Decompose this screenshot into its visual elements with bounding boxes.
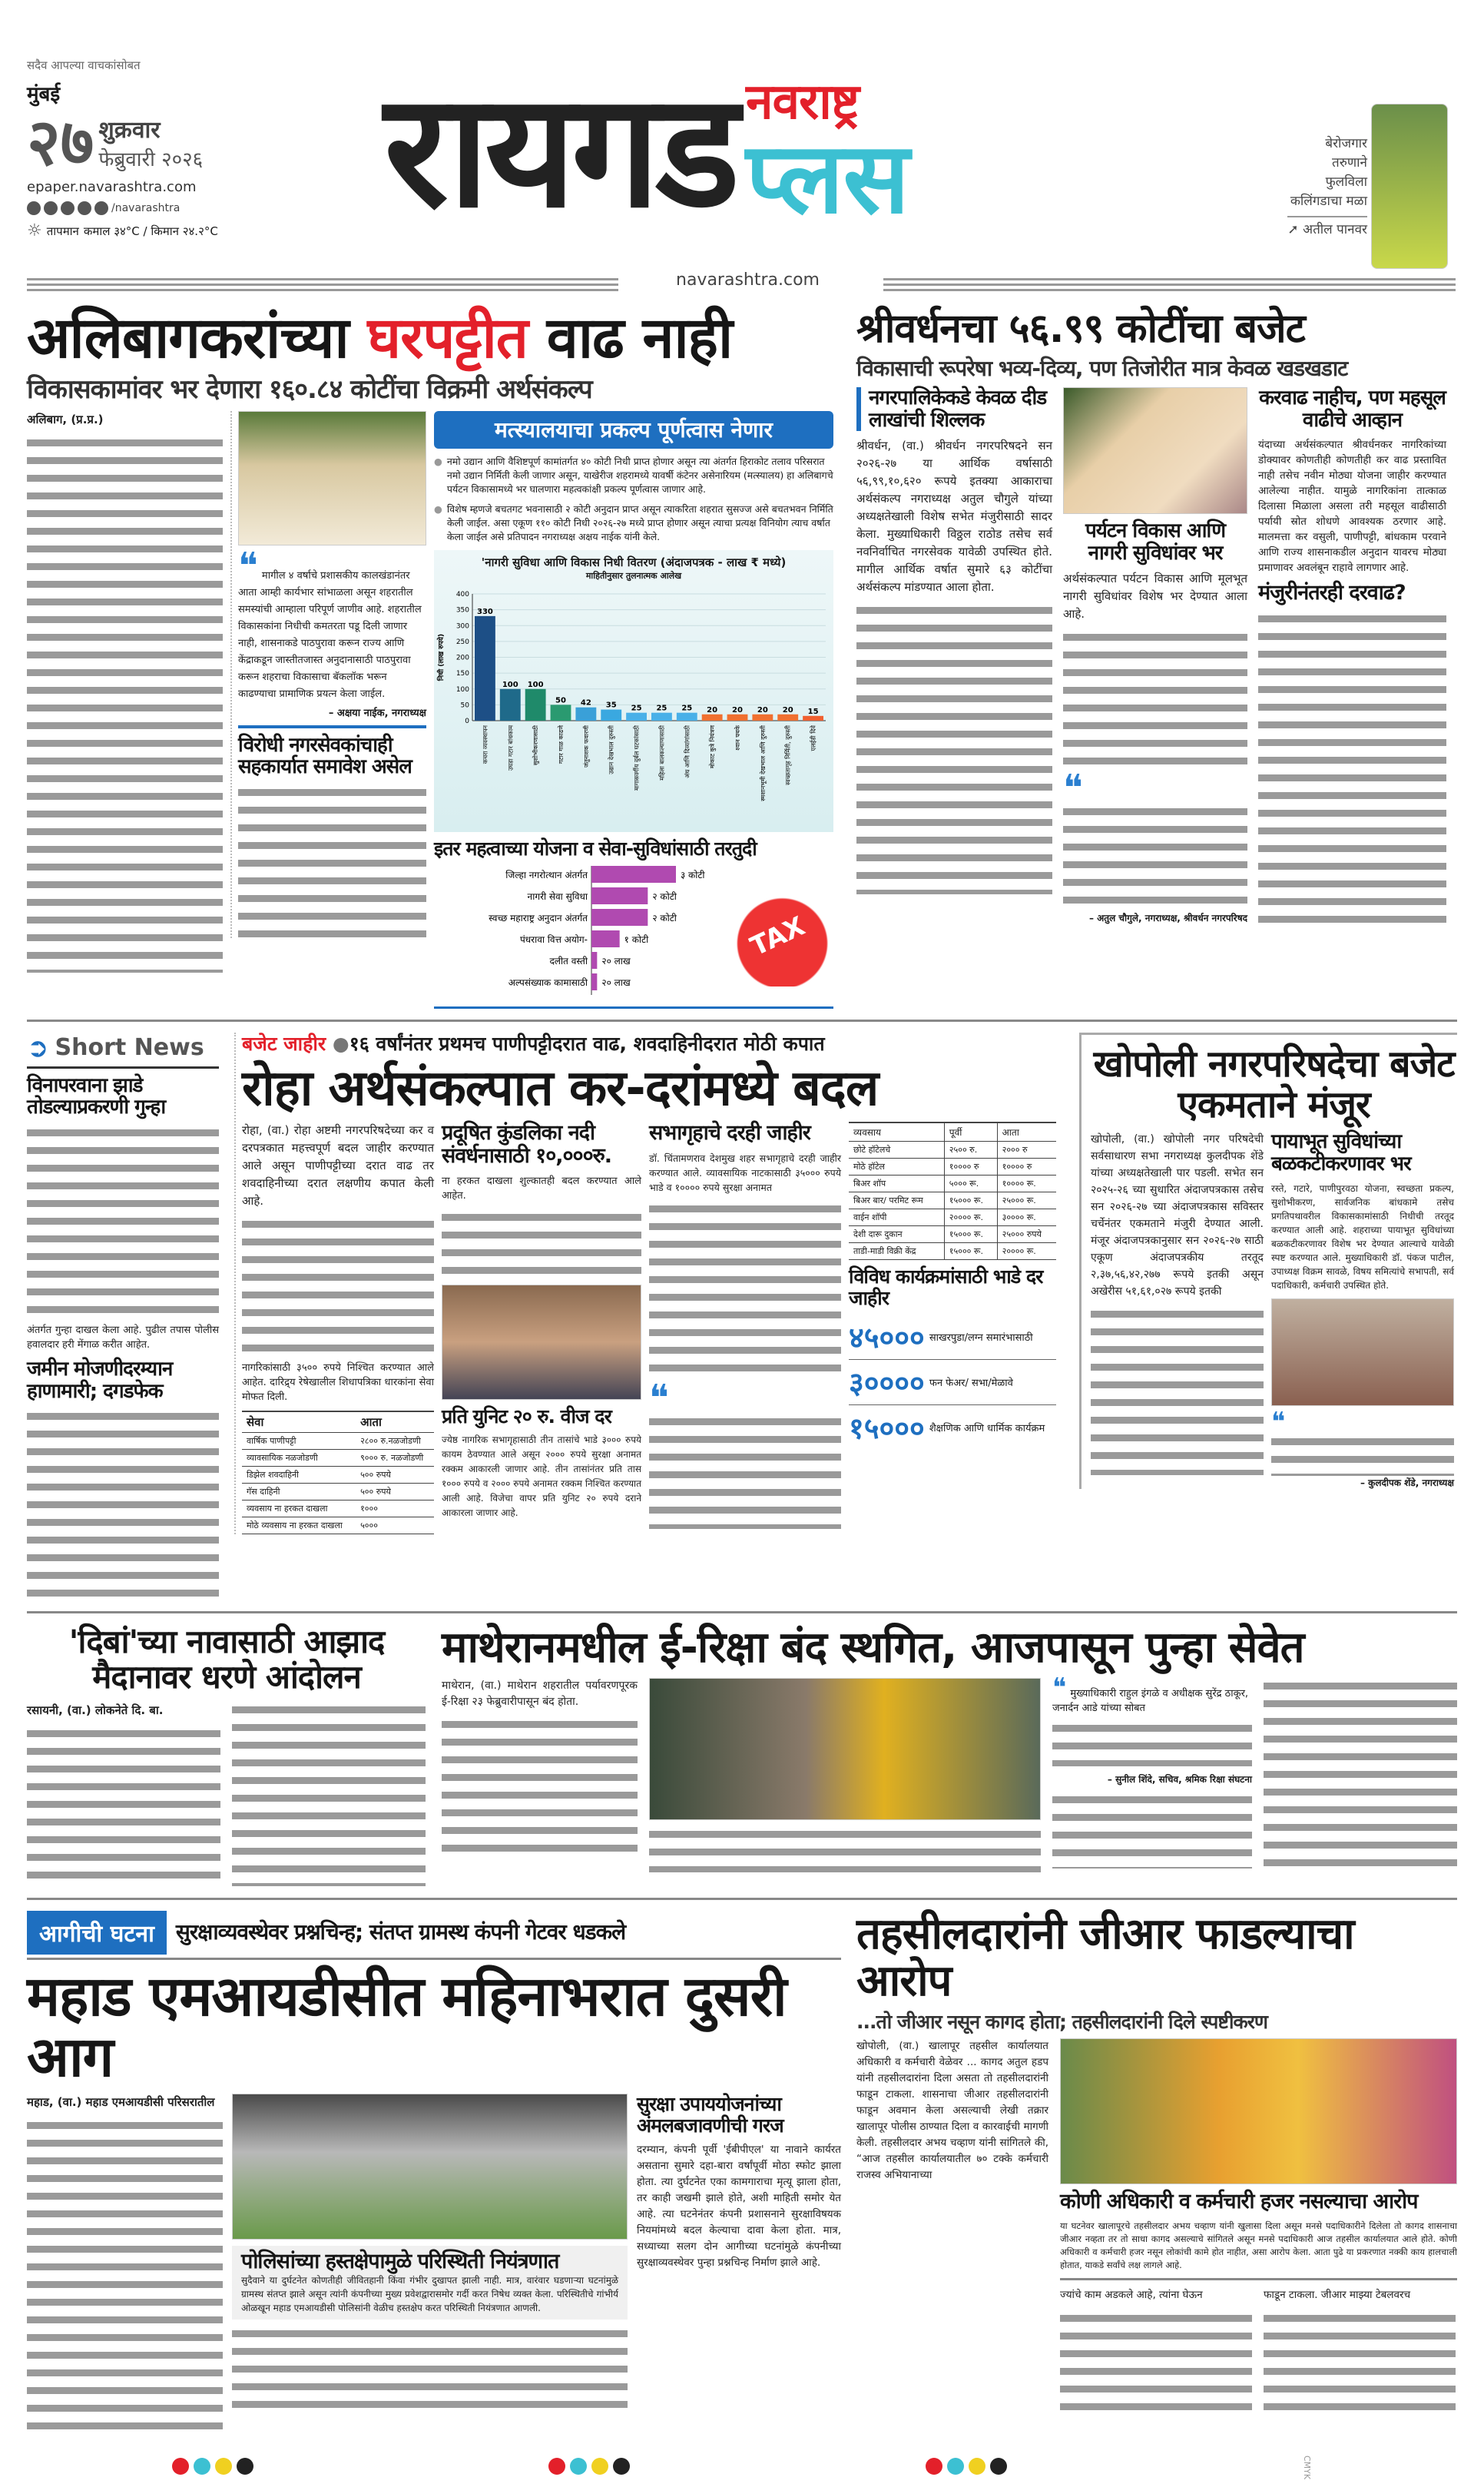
x-tick-label: एलईडी दिवे: [810, 725, 817, 751]
power-title: प्रति युनिट २० रु. वीज दर: [442, 1404, 611, 1428]
month-year: फेब्रुवारी २०२६: [98, 148, 204, 171]
social-handle: /navarashtra: [111, 202, 181, 214]
table-row: बिअर शॉप ५००० रू. १०००० रू.: [849, 1176, 1056, 1192]
bar: [591, 866, 676, 883]
table-row: मोठे हॉटेल १०००० रु १०००० रु: [849, 1159, 1056, 1176]
quote-icon: ❝: [1063, 767, 1083, 811]
shrivardhan-subheadline: विकासाची रूपरेषा भव्य-दिव्य, पण तिजोरीत मात्र केवळ खडखडाट: [856, 356, 1348, 382]
event-rate: ३०००० फन फेअर/ सभा/मेळावे: [849, 1360, 1056, 1405]
bar: [575, 708, 596, 721]
x-tick-label: उद्यान देखभाल दुरुस्ती: [608, 725, 615, 775]
rates-table: व्यवसाय पूर्वी आता छोटे हॉटेलचे २५०० रु. २००० रु मोठे हॉटेल १०००० रु १०००० रु बिअर शॉप ५००० रू. १०००० रू. बिअर बार/ परमिट रूम १५००० रू. २५००० रू. वाईन शॉपी २०००० रू. ३०००० रू. देशी दारू दुकान १५००० रू. २५००० रुपये ताडी-माडी विक्री केंद्र १५००० रू. २०००० रू.: [849, 1122, 1056, 1260]
data-label: 20: [707, 706, 718, 715]
chart-subtitle: माहितीनुसार तुलनात्मक आलेख: [585, 571, 682, 582]
data-label: 20: [782, 706, 793, 715]
y-tick-label: 200: [455, 654, 469, 662]
alibag-quote: ❝ मागील ४ वर्षाचे प्रशासकीय कालखंडानंतर आता आम्ही कार्यभार सांभाळला असून शहरातील समस्यांची आम्हाला परिपूर्ण जाणीव आहे. शहरातील विकासकांना निधीची कमतरता पडू दिली जाणार नाही, शासनाकडे पाठपुरावा करून राज्य आणि केंद्राकडून जास्तीतजास्त अनुदानासाठी पाठपुरावा करून शहराचा विकासाचा बॅकलॉक भरून काढण्याचा प्रामाणिक प्रयत्न केला जाईल. – अक्षया नाईक, नगराध्यक्ष: [238, 544, 426, 719]
date-day: २७: [27, 104, 94, 180]
table-row: डिझेल शवदाहिनी ५०० रुपये: [242, 1467, 434, 1484]
khopoli-sub: पायाभूत सुविधांच्या बळकटीकरणावर भर: [1271, 1130, 1411, 1176]
bullet-item: ● विशेष म्हणजे बचतगट भवनासाठी २ कोटी अनुदान प्राप्त असून त्याकरिता शहरात सुसज्ज असे बचतभवन निर्मिति केली जाईल. असा एकूण ११० कोटी निधी २०२६-२७ मध्ये प्राप्त होणार असून त्याचा प्रत्यक्ष विनियोग त्याच वर्षात केला जाईल असे प्रतिपादन नगराध्यक्ष अक्षय नाईक यांनी केले.: [434, 503, 833, 543]
matheran-dateline: माथेरान, (वा.) माथेरान शहरातील पर्यावरणपूरक ई-रिक्षा २३ फेब्रुवारीपासून बंद होता.: [442, 1679, 638, 1708]
promo-line: तरुणाने: [1332, 155, 1367, 171]
hall-title: सभागृहाचे दरही जाहीर: [649, 1121, 810, 1146]
y-axis-label: निधी (लाख रुपये): [438, 634, 446, 681]
masthead-left: [27, 58, 334, 240]
row-budget: [27, 307, 1457, 1009]
data-label: 42: [580, 699, 591, 708]
table-row: मोठे व्यवसाय ना हरकत दाखला ५०००: [242, 1517, 434, 1534]
value-label: २ कोटी: [652, 890, 677, 902]
value-label: २० लाख: [601, 955, 631, 967]
bar: [777, 715, 798, 721]
tax-bag-icon: TAX: [734, 879, 830, 987]
y-tick-label: 350: [455, 607, 469, 615]
matheran-headline: माथेरानमधील ई-रिक्षा बंद स्थगित, आजपासून पुन्हा सेवेत: [442, 1623, 1304, 1673]
linkedin-icon[interactable]: [94, 201, 108, 215]
row-fire: आगीची घटना सुरक्षाव्यवस्थेवर प्रश्नचिन्ह; संतप्त ग्रामस्थ कंपनी गेटवर धडकले महाड एमआयडीसीत महिनाभरात दुसरी आग महाड, (वा.) महाड एमआयडीसी परिसरातील पोलिसांच्या हस्तक्षेपामुळे परिस्थिती नियंत्रणात सुदैवाने या दुर्घटनेत कोणतीही जीवितहानी किंवा गंभीर दुखापत झाली नाही. मात्र, वारंवार घडणाऱ्या घटनांमुळे ग्रामस्थ संतप्त झाले असून त्यांनी कंपनीच्या मुख्य प्रवेशद्वारासमोर गर्दी करत निषेध व्यक्त केला. परिस्थितीचे गांभीर्य ओळखून महाड एमआयडीसी पोलिसांनी वेळीच हस्तक्षेप करत परिस्थिती नियंत्रणात आणली. सुरक्षा उपाययोजनांच्या अंमलबजावणीची गरज दरम्यान, कंपनी पूर्वी 'ईबीपीएल' या नावाने कार्यरत असताना सुमारे दहा-बारा वर्षांपूर्वी मोठा स्फोट झाला होता. त्या दुर्घटनेत एका कामगाराचा मृत्यू झाला होता, तर काही जखमी झाले होते, अशी माहिती समोर येत आहे. त्या घटनेनंतर कंपनी प्रशासनाने सुरक्षाविषयक नियमांमध्ये बदल केल्याचा दावा केला होता. मात्र, सध्याच्या सलग दोन आगीच्या घटनांमुळे कंपनीच्या सुरक्षाव्यवस्थेवर पुन्हा प्रश्नचिन्ह निर्माण झाले आहे. तहसीलदारांनी जीआर फाडल्याचा आरोप ...तो जीआर नसून कागद होता; तहसीलदारांनी दिले स्पष्टीकरण खोपोली, (वा.) खालापूर तहसील कार्यालयात अधिकारी व कर्मचारी वेळेवर ... कागद अतुल हडप यांनी तहसीलदारांना दिला असता तो तहसीलदारांनी फाडून टाकला. शासनाचा जीआर तहसीलदारांनी फाडून अवमान केला असल्याची लेखी तक्रार खालापूर पोलीस ठाण्यात दिला व कारवाईची मागणी केली. तहसीलदार अभय चव्हाण यांनी सांगितले की, “आज तहसील कार्यालयातील ७० टक्के कर्मचारी राजस्व अभियानाच्या कोणी अधिकारी व कर्मचारी हजर नसल्याचा आरोप या घटनेवर खालापूरचे तहसीलदार अभय चव्हाण यांनी खुलासा दिला असून मनसे पदाधिकारीने दिलेला तो कागद शासनाचा जीआर नव्हता तर तो साधा कागद असल्याचे सांगितले असून मनसे पदाधिकारी आज तहसील कार्यालयात आले होते. कोणी अधिकारी व कर्मचारी हजर नसून लोकांची कामे होत नाहीत, असा आरोप केला. आता पुढे या प्रकरणात नक्की काय हालचाली होतात, याकडे सर्वांचे लक्ष लागले आहे. ज्यांचे काम अडकले आहे, त्यांना घेऊन फाडून टाकला. जीआर माझ्या टेबलवरच: [27, 1911, 1457, 2440]
article-text: [1063, 629, 1247, 768]
data-label: 100: [502, 681, 518, 690]
short-news-title: विनापरवाना झाडे तोडल्याप्रकरणी गुन्हा: [27, 1073, 166, 1119]
x-icon[interactable]: [61, 201, 75, 215]
youtube-icon[interactable]: [78, 201, 91, 215]
shrivardhan-body: श्रीवर्धन, (वा.) श्रीवर्धन नगरपरिषदने सन २०२६-२७ या आर्थिक वर्षासाठी ५६,९९,१०,६२० रूपये इतक्या आकाराचा अर्थसंकल्प नगराध्यक्ष अतुल चौगुले यांच्या अध्यक्षतेखाली विशेष सभेत मंजुरीसाठी सादर केला. मुख्याधिकारी विठ्ठल राठोड तसेच सर्व नवनिर्वाचित नगरसेवक यावेळी उपस्थित होते. मागील आर्थिक वर्षात सुमारे ६३ कोटींचा अर्थसंकल्प मांडण्यात आला होता.: [856, 439, 1052, 595]
weekday: शुक्रवार: [98, 116, 161, 144]
e-rickshaw-photo: [649, 1678, 1041, 1820]
bar: [677, 713, 697, 721]
category-label: जिल्हा नगरोत्थान अंतर्गत: [505, 869, 588, 880]
data-label: 15: [807, 708, 819, 717]
table-row: बिअर बार/ परमिट रूम १५००० रू. २५००० रू.: [849, 1192, 1056, 1209]
quote-icon: ❝: [1052, 1672, 1067, 1703]
promo-line: बेरोजगार: [1325, 136, 1367, 151]
promo-line: कलिंगडाचा मळा: [1290, 194, 1367, 209]
meeting-photo: [442, 1285, 641, 1400]
chart-title: 'नागरी सुविधा आणि विकास निधी वितरण (अंदाजपत्रक - लाख ₹ मध्ये): [481, 555, 787, 570]
bar: [525, 689, 546, 721]
city: मुंबई: [27, 83, 61, 106]
bar: [475, 616, 495, 721]
newspaper-title: रायगड: [384, 60, 735, 243]
weather-icon: ☼: [27, 221, 42, 240]
promo-line: फुलविला: [1325, 174, 1367, 190]
events-title: विविध कार्यक्रमांसाठी भाडे दर जाहीर: [849, 1265, 1043, 1309]
bar: [727, 715, 748, 721]
promo-photo: [1371, 104, 1448, 269]
roha-body: रोहा, (वा.) रोहा अष्टमी नगरपरिषदेच्या कर व दरपत्रकात महत्त्वपूर्ण बदल जाहीर करण्यात आले असून पाणीपट्टीच्या दरात वाढ तर शवदाहिनीच्या दरात लक्षणीय कपात केली आहे.: [242, 1123, 434, 1209]
registration-marks: [926, 2458, 1012, 2478]
short-news: ➲ Short News विनापरवाना झाडे तोडल्याप्रकरणी गुन्हा अंतर्गत गुन्हा दाखल केला आहे. पुढील तपास पोलीस हवालदार हरी मेंगाळ करीत आहेत. जमीन मोजणीदरम्यान हाणामारी; दगडफेक: [27, 1033, 219, 1600]
x-tick-label: गटार गाळ काढणे: [558, 725, 565, 764]
value-label: ३ कोटी: [681, 869, 705, 880]
x-tick-label: मागासवर्गीय दुर्बल घटकांसाठी: [633, 725, 641, 791]
website[interactable]: navarashtra.com: [676, 270, 820, 290]
bar: [601, 710, 621, 721]
row-matheran: [27, 1624, 1457, 1886]
tahsil-subheadline: ...तो जीआर नसून कागद होता; तहसीलदारांनी दिले स्पष्टीकरण: [856, 2010, 1267, 2033]
khopoli-headline: खोपोली नगरपरिषदेचा बजेट एकमताने मंजूर: [1093, 1042, 1455, 1126]
bar: [803, 716, 823, 721]
value-label: २ कोटी: [652, 912, 677, 924]
x-tick-label: अंध आणि दिव्यांगांसाठी: [684, 725, 691, 779]
x-tick-label: श्वान पथके: [734, 725, 741, 751]
shrivardhan-mid-title: पर्यटन विकास आणि नागरी सुविधांवर भर: [1085, 519, 1226, 565]
chart-plot: [434, 582, 833, 827]
registration-marks: [548, 2458, 634, 2478]
bar: [551, 705, 571, 721]
tahsil-photo-title: कोणी अधिकारी व कर्मचारी हजर नसल्याचा आरोप: [1060, 2190, 1418, 2214]
bar: [591, 930, 620, 947]
alibag-photo: [238, 411, 426, 545]
fund-chart: [434, 550, 833, 832]
roha-quote: [649, 1376, 841, 1529]
x-tick-label: सुशोभीकरणासाठी: [532, 725, 540, 766]
protest-photo: [1060, 2038, 1457, 2184]
short-news-title: जमीन मोजणीदरम्यान हाणामारी; दगडफेक: [27, 1358, 173, 1403]
y-tick-label: 400: [455, 591, 469, 599]
matheran-quote: ❝ मुख्याधिकारी राहुल इंगळे व अधीक्षक सुरेंद्र ठाकूर, जनार्दन आडे यांच्या सोबत – सुनील शिंदे, सचिव, श्रमिक रिक्षा संघटना: [1052, 1678, 1252, 1869]
short-news-icon: ➲: [27, 1032, 49, 1063]
temperature: कमाल ३४°C / किमान २४.२°C: [83, 224, 218, 238]
table-row: छोटे हॉटेलचे २५०० रु. २००० रु: [849, 1142, 1056, 1159]
brand-plus: प्लस: [745, 121, 909, 236]
diba-headline: 'दिबां'च्या नावासाठी आझाद मैदानावर धरणे आंदोलन: [68, 1623, 385, 1696]
article-text: [1258, 611, 1446, 933]
river-title: प्रदूषित कुंडलिका नदी संवर्धनासाठी १०,०००रु.: [442, 1121, 612, 1168]
value-label: २० लाख: [601, 977, 631, 988]
article-text: [238, 784, 426, 938]
table-row: व्यवसाय ना हरकत दाखला १०००: [242, 1500, 434, 1517]
mahad-kicker: सुरक्षाव्यवस्थेवर प्रश्नचिन्ह; संतप्त ग्रामस्थ कंपनी गेटवर धडकले: [175, 1918, 626, 1945]
section-banner: मत्स्यालयाचा प्रकल्प पूर्णत्वास नेणार: [434, 411, 833, 449]
headline-highlight: घरपट्टीत: [367, 305, 528, 371]
masthead-logo: [384, 60, 909, 243]
tahsil-body: खोपोली, (वा.) खालापूर तहसील कार्यालयात अधिकारी व कर्मचारी वेळेवर ... कागद अतुल हडप यांनी तहसीलदारांना दिला असता तो तहसीलदारांनी फाडून टाकला. शासनाचा जीआर तहसीलदारांनी फाडून अवमान केला असल्याची लेखी तक्रार खालापूर पोलीस ठाण्यात दिला व कारवाईची मागणी केली. तहसीलदार अभय चव्हाण यांनी सांगितले की, “आज तहसील कार्यालयातील ७० टक्के कर्मचारी राजस्व अभियानाच्या: [856, 2040, 1048, 2182]
event-rate: ४५००० साखरपुडा/लग्न समारंभासाठी: [849, 1315, 1056, 1360]
safety-title: सुरक्षा उपाययोजनांच्या अंमलबजावणीची गरज: [637, 2093, 783, 2137]
x-tick-label: स्मशानभूमी देखभाल आणि दुरुस्ती: [759, 725, 767, 802]
shrivardhan-right-title2: मंजुरीनंतरही दरवाढ?: [1258, 581, 1406, 605]
masthead: [0, 0, 1484, 300]
bar: [752, 715, 773, 721]
table-row: व्यावसायिक नळजोडणी ९००० रु. नळजोडणी: [242, 1450, 434, 1467]
registration-marks: [172, 2458, 258, 2478]
alibag-section: [27, 307, 841, 1009]
mahad-dateline: महाड, (वा.) महाड एमआयडीसी परिसरातील: [27, 2095, 215, 2109]
bar: [702, 715, 723, 721]
category-label: नागरी सेवा सुविधा: [527, 890, 588, 902]
y-tick-label: 250: [455, 638, 469, 647]
shrivardhan-quote: [1063, 767, 1247, 924]
x-tick-label: कचरा व्यवस्थापन: [482, 725, 489, 764]
tahsil-headline: तहसीलदारांनी जीआर फाडल्याचा आरोप: [856, 1908, 1354, 2007]
shrivardhan-side-title: नगरपालिकेकडे केवळ दीड लाखांची शिल्लक: [856, 387, 1052, 431]
mahad-headline: महाड एमआयडीसीत महिनाभरात दुसरी आग: [27, 1963, 787, 2089]
khopoli-box: खोपोली नगरपरिषदेचा बजेट एकमताने मंजूर खोपोली, (वा.) खोपोली नगर परिषदेची सर्वसाधारण सभा नगराध्यक्ष कुलदीपक शेंडे यांच्या अध्यक्षतेखाली पार पडली. सभेत सन २०२५-२६ च्या सुधारित अंदाजपत्रकास तसेच सन २०२६-२७ च्या अंदाजपत्रकास सविस्तर चर्चेनंतर एकमताने मंजुरी देण्यात आली. मंजूर अंदाजपत्रकानुसार सन २०२६-२७ साठी एकूण अंदाजपत्रकीय तरतूद २,३७,५६,४२,२७७ रूपये इतकी असून अखेरीस ५१,६१,०२७ रूपये इतकी पायाभूत सुविधांच्या बळकटीकरणावर भर रस्ते, गटारे, पाणीपुरवठा योजना, स्वच्छता प्रकल्प, सुशोभीकरण, सार्वजनिक बांधकामे तसेच प्रगतिपथावरील विकासकामांसाठी निधीची तरतूद करण्यात आली आहे. शहराच्या पायाभूत सुविधांच्या बळकटीकरणावर विशेष भर देण्यात आल्याचे यावेळी स्पष्ट करण्यात आले. मुख्याधिकारी डॉ. पंकज पाटील, उपाध्यक्ष विक्रम सावळे, विषय समित्यांचे सभापती, सर्व पदाधिकारी, कर्मचारी उपस्थित होते. ❝ – कुलदीपक शेंडे, नगराध्यक्ष: [1079, 1033, 1457, 1489]
data-label: 25: [631, 705, 642, 714]
arrow-icon: ➚: [1287, 222, 1303, 237]
brand-navarashtra: नवराष्ट्र: [745, 74, 860, 131]
bar: [651, 713, 672, 721]
shrivardhan-right-body: यंदाच्या अर्थसंकल्पात श्रीवर्धनकर नागरिकांच्या डोक्यावर कोणतीही कोणतीही कर वाढ प्रस्तावित नाही तसेच नवीन मोठ्या योजना जाहीर करण्यात आलेल्या नाहीत. यामुळे नागरिकांना तात्काळ दिलासा मिळाला असला तरी महसूल वाढीसाठी पर्यायी स्रोत शोधणे आवश्यक ठरणार आहे. मालमत्ता कर वसुली, पाणीपट्टी, बांधकाम परवाने आणि राज्य शासनाकडील अनुदान यावरच मोठ्या प्रमाणावर अवलंबून राहावे लागणार आहे.: [1258, 439, 1446, 575]
services-table: सेवा आता वार्षिक पाणीपट्टी २८०० रु.नळजोडणी व्यावसायिक नळजोडणी ९००० रु. नळजोडणी डिझेल शवदाहिनी ५०० रुपये गॅस दाहिनी ५०० रुपये व्यवसाय ना हरकत दाखला १००० मोठे व्यवसाय ना हरकत दाखला ५०००: [242, 1411, 434, 1534]
khopoli-quote: ❝ – कुलदीपक शेंडे, नगराध्यक्ष: [1271, 1406, 1454, 1488]
alibag-sub2: विरोधी नगरसेवकांचाही सहकार्यात समावेश असेल: [238, 733, 412, 779]
quote-attribution: – अक्षया नाईक, नगराध्यक्ष: [328, 707, 426, 719]
quote-icon: ❝: [1271, 1406, 1286, 1437]
shrivardhan-right-title: करवाढ नाहीच, पण महसूल वाढीचे आव्हान: [1259, 386, 1446, 432]
bar: [500, 689, 521, 721]
events-list: [849, 1315, 1056, 1450]
y-tick-label: 300: [455, 622, 469, 631]
x-tick-label: मोकाट कुत्रे नियंत्रण: [709, 725, 717, 769]
data-label: 25: [681, 705, 693, 714]
roha-section: बजेट जाहीर ●१६ वर्षांनंतर प्रथमच पाणीपट्टीदरात वाढ, शवदाहिनीदरात मोठी कपात रोहा अर्थसंकल्पात कर-दरांमध्ये बदल रोहा, (वा.) रोहा अष्टमी नगरपरिषदेच्या कर व दरपत्रकात महत्त्वपूर्ण बदल जाहीर करण्यात आले असून पाणीपट्टीच्या दरात वाढ तर शवदाहिनीच्या दरात लक्षणीय कपात केली आहे. नागरिकांसाठी ३५०० रुपये निश्चित करण्यात आले आहेत. दारिद्र्य रेषेखालील शिधापत्रिका धारकांना सेवा मोफत दिली. सेवा आता वार्षिक पाणीपट्टी २८०० रु.नळजोडणी व्यावसायिक नळजोडणी ९००० रु. नळजोडणी डिझेल शवदाहिनी ५०० रुपये गॅस दाहिनी ५०० रुपये व्यवसाय ना हरकत दाखला १००० मोठे व्यवसाय ना हरकत दाखला ५००० प्रदूषित कुंडलिका नदी संवर्धनासाठी १०,०००रु. ना हरकत दाखला शुल्कातही बदल करण्यात आले आहेत. प्रति युनिट २० रु. वीज दर ज्येष्ठ नागरिक सभागृहासाठी तीन तासांचे भाडे ३००० रुपये कायम ठेवण्यात आले असून २००० रुपये सुरक्षा अनामत रक्कम आकारली जाणार आहे. तीन तासांनंतर प्रति तास १००० रुपये व २००० रुपये अनामत रक्कम निश्चित करण्यात आली आहे. विजेचा वापर प्रति युनिट २० रुपये दराने आकारला जाणार आहे. सभागृहाचे दरही जाहीर डॉ. चिंतामणराव देशमुख शहर सभागृहाचे दरही जाहीर करण्यात आले. व्यावसायिक नाटकासाठी ३५००० रुपये भाडे व १०००० रुपये सुरक्षा अनामत ❝ व्यवसाय पूर्वी आता छोटे हॉटेलचे २५०० रु. २००० रु मोठे हॉटेल १०००० रु १०००० रु बिअर शॉप ५००० रू. १०००० रू. बिअर बार/ परमिट रूम १५००० रू. २५००० रू. वाईन शॉपी २०००० रू. ३०००० रू. देशी दारू दुकान १५००० रू. २५००० रुपये ताडी-माडी विक्री केंद्र १५००० रू. २०००० रू. विविध कार्यक्रमांसाठी भाडे दर जाहीर ४५००० साखरपुडा/लग्न समारंभासाठी ३०००० फन फेअर/ सभा/मेळावे १५००० शैक्षणिक आणि धार्मिक कार्यक्रम: [234, 1033, 1064, 1534]
data-label: 330: [476, 608, 493, 617]
table-row: गॅस दाहिनी ५०० रुपये: [242, 1484, 434, 1500]
masthead-rule-left: [27, 278, 618, 292]
x-tick-label: जंतुनाशक फवारणी: [582, 725, 590, 768]
bar: [591, 973, 597, 990]
khopoli-photo: [1271, 1298, 1454, 1406]
event-rate: १५००० शैक्षणिक आणि धार्मिक कार्यक्रम: [849, 1411, 1045, 1446]
roha-headline: रोहा अर्थसंकल्पात कर-दरांमध्ये बदल: [242, 1059, 879, 1117]
y-tick-label: 100: [455, 686, 469, 695]
shrivardhan-section: [856, 307, 1457, 933]
quote-icon: ❝: [238, 544, 258, 588]
tagline: सदैव आपल्या वाचकांसोबत: [27, 58, 141, 72]
row-roha: [27, 1033, 1457, 1600]
facebook-icon[interactable]: [27, 201, 41, 215]
provisions-chart: [434, 866, 730, 1000]
x-tick-label: स्वच्छतागृह निर्मिती, दुरुस्ती: [784, 725, 792, 786]
bar: [626, 713, 647, 721]
x-tick-label: उघडा गटार बांधकाम: [507, 725, 515, 771]
dateline: अलिबाग, (प्र.प्र.): [27, 412, 104, 426]
article-text: [27, 435, 223, 973]
data-label: 20: [757, 706, 768, 715]
category-label: अल्पसंख्याक कामासाठी: [508, 977, 588, 988]
data-label: 20: [732, 706, 743, 715]
alibag-subheadline: विकासकामांवर भर देणारा १६०.८४ कोटींचा विक्रमी अर्थसंकल्प: [27, 374, 592, 406]
category-label: स्वच्छ महाराष्ट्र अनुदान अंतर्गत: [489, 912, 588, 924]
masthead-rule-right: [883, 278, 1456, 292]
table-row: ताडी-माडी विक्री केंद्र १५००० रू. २०००० रू.: [849, 1243, 1056, 1260]
y-tick-label: 50: [460, 701, 469, 710]
bar: [591, 909, 648, 926]
bar: [591, 952, 597, 969]
shrivardhan-headline: श्रीवर्धनचा ५६.९९ कोटींचा बजेट: [856, 306, 1305, 352]
category-label: पंधरावा वित्त अयोग-: [519, 933, 588, 945]
river-body: ना हरकत दाखला शुल्कातही बदल करण्यात आले आहेत.: [442, 1175, 641, 1202]
data-label: 35: [605, 701, 617, 710]
y-tick-label: 150: [455, 670, 469, 678]
diba-dateline: रसायनी, (वा.) लोकनेते दि. बा.: [27, 1703, 164, 1717]
promo-box[interactable]: [1221, 104, 1456, 269]
promo-author: अतील पानवर: [1303, 222, 1367, 237]
quote-attribution: – अतुल चौगुले, नगराध्यक्ष, श्रीवर्धन नगरपरिषद: [1088, 913, 1247, 924]
table-row: देशी दारू दुकान १५००० रू. २५००० रुपये: [849, 1226, 1056, 1243]
shrivardhan-mid-body: अर्थसंकल्पात पर्यटन विकास आणि मूलभूत नागरी सुविधांवर विशेष भर देण्यात आला आहे.: [1063, 572, 1247, 622]
fire-photo-title: पोलिसांच्या हस्तक्षेपामुळे परिस्थिती नियंत्रणात: [241, 2250, 559, 2273]
quote-icon: ❝: [649, 1376, 669, 1420]
alibag-headline: अलिबागकरांच्या घरपट्टीत वाढ नाही: [27, 305, 733, 371]
data-label: 100: [527, 681, 544, 690]
data-label: 25: [656, 705, 667, 714]
category-label: दलीत वस्ती: [549, 955, 588, 967]
x-tick-label: महिला बालकल्याणासाठी: [658, 725, 666, 781]
value-label: १ कोटी: [624, 933, 649, 945]
mahad-tag: आगीची घटना: [27, 1911, 167, 1955]
table-row: वार्षिक पाणीपट्टी २८०० रु.नळजोडणी: [242, 1433, 434, 1450]
roha-kicker: बजेट जाहीर ●१६ वर्षांनंतर प्रथमच पाणीपट्टीदरात वाढ, शवदाहिनीदरात मोठी कपात: [242, 1032, 825, 1055]
instagram-icon[interactable]: [44, 201, 58, 215]
khopoli-body: खोपोली, (वा.) खोपोली नगर परिषदेची सर्वसाधारण सभा नगराध्यक्ष कुलदीपक शेंडे यांच्या अध्यक्षतेखाली पार पडली. सभेत सन २०२५-२६ च्या सुधारित अंदाजपत्रकास तसेच सन २०२६-२७ च्या अंदाजपत्रकास सविस्तर चर्चेनंतर एकमताने मंजुरी देण्यात आली. मंजूर अंदाजपत्रकानुसार सन २०२६-२७ साठी एकूण अंदाजपत्रकीय तरतूद २,३७,५६,४२,२७७ रूपये इतकी असून अखेरीस ५१,६१,०२७ रूपये इतकी: [1091, 1133, 1264, 1298]
fire-photo: [232, 2094, 628, 2240]
other-provisions-title: इतर महत्वाच्या योजना व सेवा-सुविधांसाठी तरतुदी: [434, 837, 757, 861]
building-photo: [1063, 387, 1247, 514]
y-tick-label: 0: [465, 718, 469, 726]
bullet-item: ● नमो उद्यान आणि वैशिष्टपूर्ण कामांतर्गत ४० कोटी निधी प्राप्त होणार असून त्या अंतर्गत हिराकोट तलाव परिसरात नमो उद्यान निर्मिती केली जाणार असून, याखेरीज शहरामध्ये यावर्षी कंटेनर असेनारियम (मत्स्यालय) हा अलिबागचे पर्यटन विकासामध्ये भर घालणारा महत्वकांक्षी प्रकल्प पूर्णत्वास जाणार आहे.: [434, 456, 833, 496]
article-text: [856, 602, 1052, 894]
epaper-link[interactable]: epaper.navarashtra.com: [27, 179, 197, 195]
cmyk-label: CMYK: [1301, 2455, 1312, 2480]
table-row: वाईन शॉपी २०००० रू. ३०००० रू.: [849, 1209, 1056, 1226]
data-label: 50: [555, 696, 566, 705]
weather-label: तापमान: [46, 224, 79, 238]
bar: [591, 887, 648, 904]
